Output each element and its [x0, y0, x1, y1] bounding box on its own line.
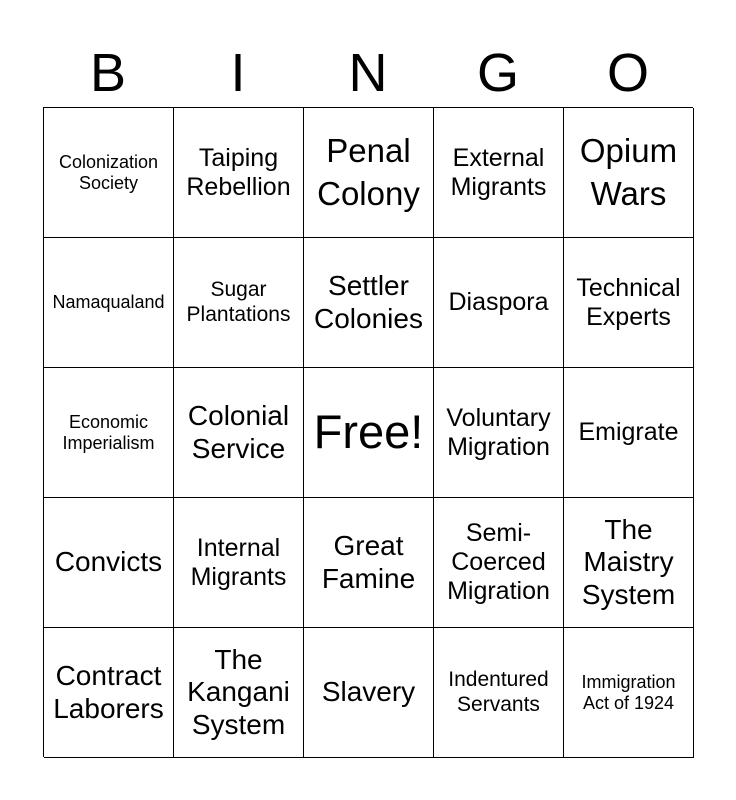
bingo-cell[interactable]: Immigration Act of 1924 [564, 628, 694, 758]
bingo-board [43, 107, 693, 757]
header-letter-b: B [89, 43, 127, 103]
bingo-cell[interactable]: Internal Migrants [174, 498, 304, 628]
bingo-cell[interactable]: Namaqualand [44, 238, 174, 368]
bingo-cell[interactable]: Colonization Society [44, 108, 174, 238]
header-letter-o: O [606, 43, 649, 103]
header-letter-i: I [230, 43, 246, 103]
bingo-cell[interactable]: Contract Laborers [44, 628, 174, 758]
bingo-header [43, 40, 693, 106]
bingo-cell[interactable]: Convicts [44, 498, 174, 628]
header-letter-n: N [348, 43, 388, 103]
bingo-cell[interactable]: Sugar Plantations [174, 238, 304, 368]
bingo-cell[interactable]: Taiping Rebellion [174, 108, 304, 238]
bingo-cell[interactable]: The Maistry System [564, 498, 694, 628]
bingo-cell[interactable]: Indentured Servants [434, 628, 564, 758]
bingo-cell[interactable]: Penal Colony [304, 108, 434, 238]
bingo-cell[interactable]: Slavery [304, 628, 434, 758]
bingo-cell[interactable]: External Migrants [434, 108, 564, 238]
bingo-cell[interactable]: Voluntary Migration [434, 368, 564, 498]
bingo-cell[interactable]: Great Famine [304, 498, 434, 628]
bingo-cell[interactable]: Diaspora [434, 238, 564, 368]
bingo-cell[interactable]: Semi- Coerced Migration [434, 498, 564, 628]
header-letter-g: G [476, 43, 519, 103]
bingo-cell[interactable]: Colonial Service [174, 368, 304, 498]
bingo-cell[interactable]: Opium Wars [564, 108, 694, 238]
bingo-cell[interactable]: The Kangani System [174, 628, 304, 758]
bingo-cell[interactable]: Economic Imperialism [44, 368, 174, 498]
bingo-cell[interactable]: Technical Experts [564, 238, 694, 368]
free-space-cell[interactable]: Free! [304, 368, 434, 498]
bingo-cell[interactable]: Emigrate [564, 368, 694, 498]
bingo-cell[interactable]: Settler Colonies [304, 238, 434, 368]
